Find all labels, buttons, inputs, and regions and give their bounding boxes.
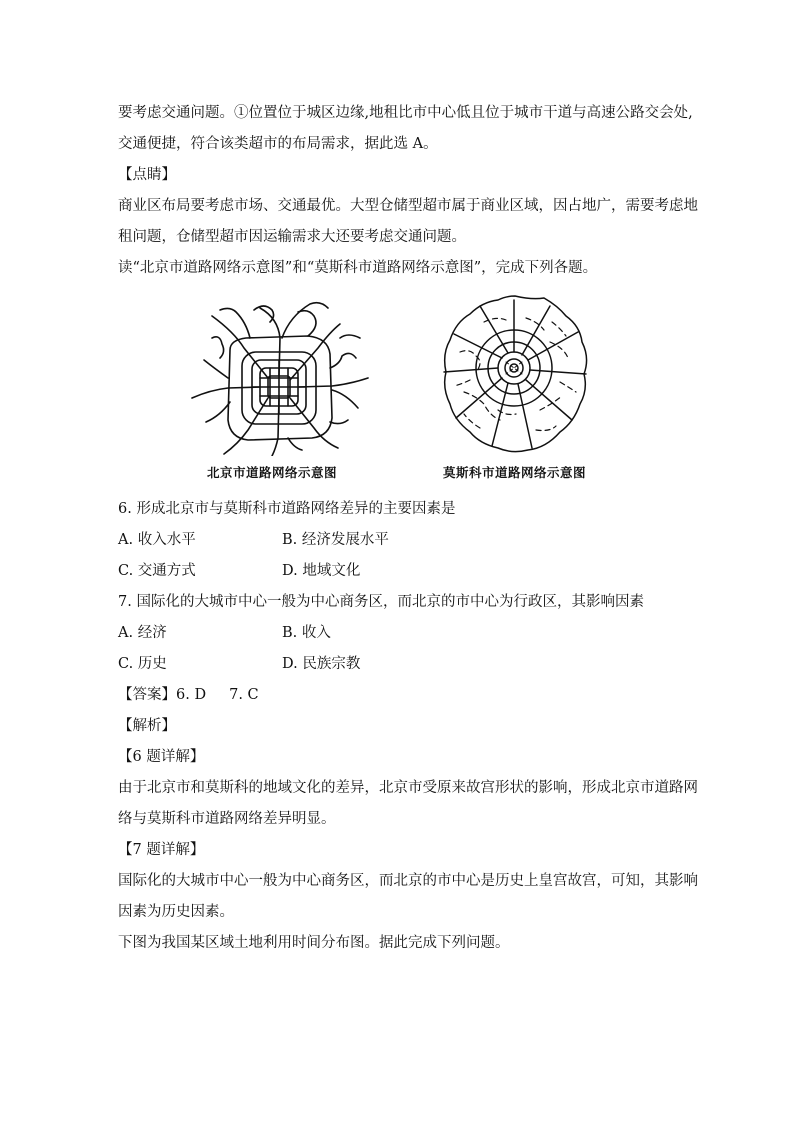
q7-stem: 7. 国际化的大城市中心一般为中心商务区，而北京的市中心为行政区，其影响因素	[118, 594, 644, 610]
q6-detail-line: 由于北京市和莫斯科的地域文化的差异，北京市受原来故宫形状的影响，形成北京市道路网	[118, 780, 698, 796]
dianjing-line: 商业区布局要考虑市场、交通最优。大型仓储型超市属于商业区域，因占地广，需要考虑地	[118, 198, 698, 214]
q7-option-a: A. 经济	[118, 625, 167, 641]
q7-detail-line: 因素为历史因素。	[118, 904, 234, 920]
q6-option-c: C. 交通方式	[118, 563, 196, 579]
moscow-road-map	[440, 292, 590, 456]
q7-detail-line: 国际化的大城市中心一般为中心商务区，而北京的市中心是历史上皇宫故宫，可知，其影响	[118, 873, 698, 889]
paragraph-line: 交通便捷，符合该类超市的布局需求，据此选 A。	[118, 136, 438, 152]
beijing-caption: 北京市道路网络示意图	[207, 465, 338, 480]
q6-option-d: D. 地域文化	[282, 563, 361, 579]
q6-option-a: A. 收入水平	[118, 532, 196, 548]
q6-stem: 6. 形成北京市与莫斯科市道路网络差异的主要因素是	[118, 501, 456, 517]
analysis-heading: 【解析】	[118, 718, 176, 734]
moscow-caption: 莫斯科市道路网络示意图	[443, 465, 587, 480]
beijing-road-map	[190, 298, 370, 456]
dianjing-heading: 【点睛】	[118, 167, 176, 183]
answer-line: 【答案】6. D 7. C	[118, 687, 259, 703]
q6-detail-heading: 【6 题详解】	[118, 749, 205, 765]
dianjing-line: 租问题，仓储型超市因运输需求大还要考虑交通问题。	[118, 229, 466, 245]
q7-option-d: D. 民族宗教	[282, 656, 361, 672]
q7-detail-heading: 【7 题详解】	[118, 842, 205, 858]
intro-text: 读“北京市道路网络示意图”和“莫斯科市道路网络示意图”，完成下列各题。	[118, 260, 598, 276]
q7-option-b: B. 收入	[282, 625, 331, 641]
q7-option-c: C. 历史	[118, 656, 167, 672]
outro-text: 下图为我国某区域土地利用时间分布图。据此完成下列问题。	[118, 935, 510, 951]
q6-option-b: B. 经济发展水平	[282, 532, 389, 548]
paragraph-line: 要考虑交通问题。①位置位于城区边缘,地租比市中心低且位于城市干道与高速公路交会处,	[118, 105, 693, 121]
q6-detail-line: 络与莫斯科市道路网络差异明显。	[118, 811, 336, 827]
